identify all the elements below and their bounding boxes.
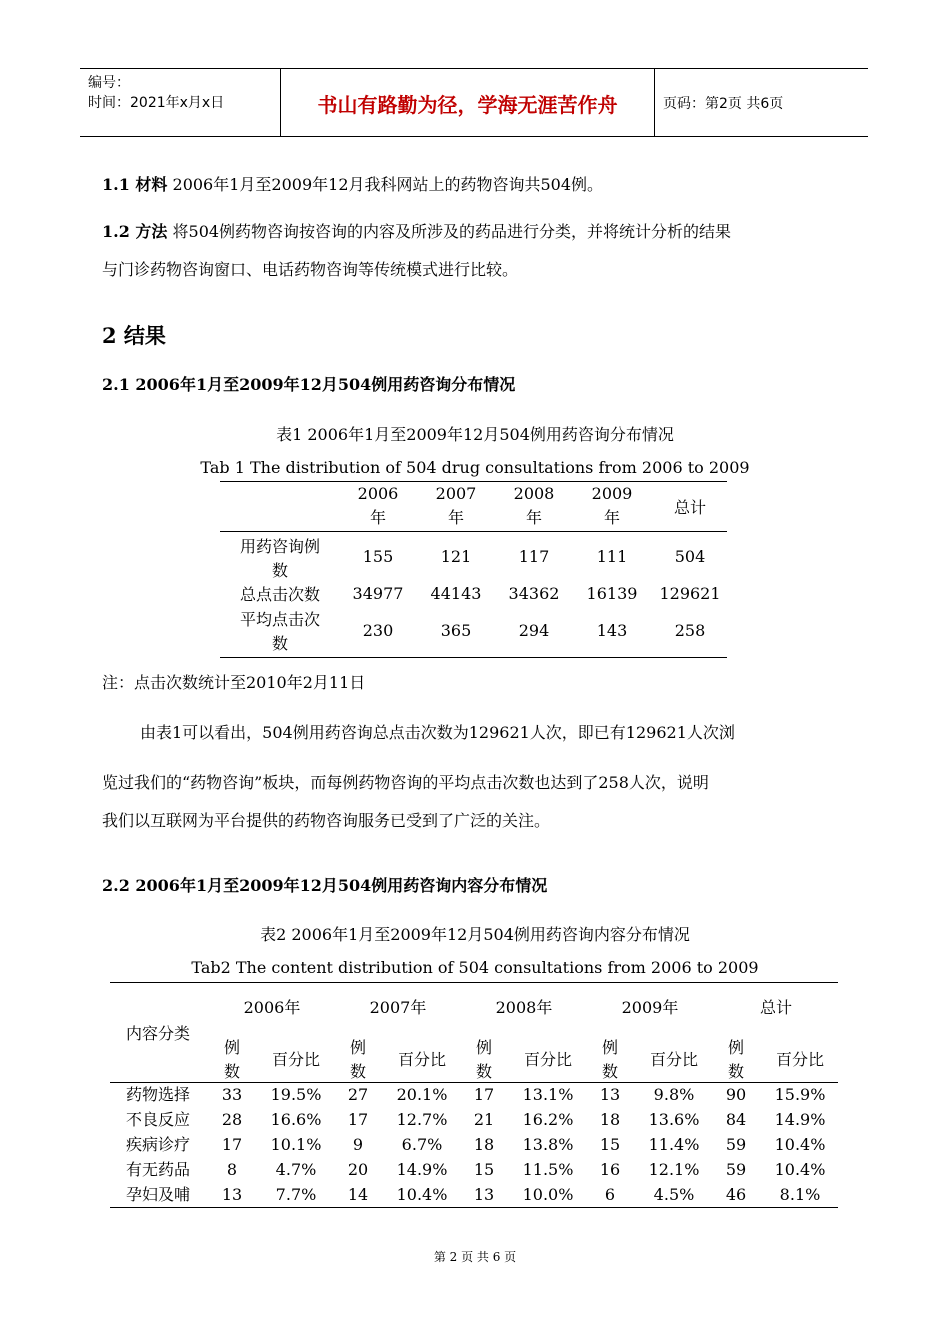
table2-cell: 6.7%	[401, 1135, 443, 1154]
table2-count-header: 例 数	[349, 1038, 366, 1081]
table2-cell: 6	[604, 1185, 616, 1204]
table2-cell: 28	[221, 1110, 243, 1129]
table2-year-header: 2006年	[243, 998, 301, 1017]
table2-cell: 4.7%	[275, 1160, 317, 1179]
table2-cell: 10.4%	[774, 1160, 826, 1179]
table2-cell: 15	[473, 1160, 495, 1179]
table2-caption-cn: 表2 2006年1月至2009年12月504例用药咨询内容分布情况	[260, 925, 690, 944]
table2-percent-header: 百分比	[271, 1050, 320, 1069]
table2-cell: 12.1%	[648, 1160, 700, 1179]
table2-cell: 14.9%	[396, 1160, 448, 1179]
table2-cell: 18	[599, 1110, 621, 1129]
table1-cell: 34977	[352, 584, 404, 603]
table2-cell: 8	[226, 1160, 238, 1179]
table2-row-category: 有无药品	[125, 1160, 190, 1179]
header-meta	[88, 73, 224, 113]
table2-cell: 59	[725, 1135, 747, 1154]
serial-label: 编号：	[88, 75, 130, 91]
table2-row-category: 孕妇及哺	[125, 1185, 190, 1204]
table2-cell: 46	[725, 1185, 747, 1204]
analysis-line-2: 览过我们的“药物咨询”板块，而每例药物咨询的平均点击次数也达到了258人次，说明	[102, 773, 709, 792]
header-page-label: 页码：第2页 共6页	[663, 96, 784, 112]
table2-count-header: 例 数	[727, 1038, 744, 1081]
table2-cell: 10.4%	[396, 1185, 448, 1204]
table2-cell: 9	[352, 1135, 364, 1154]
table2-cell: 13	[473, 1185, 495, 1204]
table2-top-rule	[110, 982, 838, 983]
table2-cell: 8.1%	[779, 1185, 821, 1204]
page-header	[80, 68, 868, 137]
table1-cell: 504	[674, 547, 706, 566]
table1-row-label: 总点击次数	[239, 585, 320, 604]
table2-cell: 16	[599, 1160, 621, 1179]
table2-year-header: 2007年	[369, 998, 427, 1017]
table2-cell: 7.7%	[275, 1185, 317, 1204]
table2-year-header: 2009年	[621, 998, 679, 1017]
table2-count-header: 例 数	[601, 1038, 618, 1081]
table2-percent-header: 百分比	[649, 1050, 698, 1069]
table2-cell: 13.6%	[648, 1110, 700, 1129]
table2-cell: 17	[347, 1110, 369, 1129]
table2-cell: 13.8%	[522, 1135, 574, 1154]
materials-label: 1.1 材料	[102, 175, 168, 194]
table1-cell: 121	[440, 547, 472, 566]
table2-cell: 15	[599, 1135, 621, 1154]
table1-cell: 34362	[508, 584, 560, 603]
table2-cell: 10.0%	[522, 1185, 574, 1204]
table1-cell: 294	[518, 621, 550, 640]
table2-cell: 13	[599, 1085, 621, 1104]
analysis-line-1: 由表1可以看出，504例用药咨询总点击次数为129621人次，即已有129621人次浏	[140, 723, 735, 742]
table2-row-category: 药物选择	[125, 1085, 190, 1104]
table1-cell: 143	[596, 621, 628, 640]
methods-label: 1.2 方法	[102, 222, 168, 241]
table2-cell: 18	[473, 1135, 495, 1154]
header-motto: 书山有路勤为径，学海无涯苦作舟	[317, 93, 618, 117]
table1-cell: 258	[674, 621, 706, 640]
table2-cell: 59	[725, 1160, 747, 1179]
materials-text: 2006年1月至2009年12月我科网站上的药物咨询共504例。	[172, 175, 604, 194]
methods-text: 将504例药物咨询按咨询的内容及所涉及的药品进行分类，并将统计分析的结果	[172, 222, 732, 241]
table2-cell: 21	[473, 1110, 495, 1129]
table1-cell: 155	[362, 547, 394, 566]
table2-category-header: 内容分类	[125, 1024, 190, 1043]
table1-caption-cn: 表1 2006年1月至2009年12月504例用药咨询分布情况	[276, 425, 674, 444]
analysis-line-3: 我们以互联网为平台提供的药物咨询服务已受到了广泛的关注。	[102, 811, 551, 830]
paragraph-materials	[102, 174, 603, 196]
table2-count-header: 例 数	[475, 1038, 492, 1081]
table1-header-cell: 2009 年	[591, 484, 633, 527]
table2-bottom-rule	[110, 1207, 838, 1208]
table1-cell: 44143	[430, 584, 482, 603]
header-divider	[654, 69, 655, 136]
table2-cell: 16.6%	[270, 1110, 322, 1129]
table1-cell: 365	[440, 621, 472, 640]
table1-row-label: 用药咨询例 数	[239, 537, 320, 580]
table2-caption-en: Tab2 The content distribution of 504 consultations from 2006 to 2009	[191, 958, 759, 977]
table2-cell: 84	[725, 1110, 747, 1129]
table2-cell: 10.1%	[270, 1135, 322, 1154]
table2-cell: 11.4%	[648, 1135, 700, 1154]
section-heading-results: 2 结果	[102, 323, 166, 348]
table2-cell: 14.9%	[774, 1110, 826, 1129]
table2-cell: 10.4%	[774, 1135, 826, 1154]
table1-header-cell: 总计	[673, 498, 706, 517]
table1-bottom-rule	[220, 657, 727, 658]
table2-row-category: 不良反应	[125, 1110, 190, 1129]
table2-count-header: 例 数	[223, 1038, 240, 1081]
table2-cell: 17	[221, 1135, 243, 1154]
table2-percent-header: 百分比	[523, 1050, 572, 1069]
time-label: 时间：2021年x月x日	[88, 95, 225, 111]
table2-cell: 13.1%	[522, 1085, 574, 1104]
table1-header-cell: 2006 年	[357, 484, 399, 527]
table2-cell: 13	[221, 1185, 243, 1204]
table2-row-category: 疾病诊疗	[125, 1135, 190, 1154]
table2-cell: 17	[473, 1085, 495, 1104]
table1-header-cell: 2007 年	[435, 484, 477, 527]
table1-cell: 117	[518, 547, 550, 566]
table2-cell: 9.8%	[653, 1085, 695, 1104]
table2-cell: 16.2%	[522, 1110, 574, 1129]
table2-year-header: 2008年	[495, 998, 553, 1017]
table2-cell: 90	[725, 1085, 747, 1104]
table1-header-cell: 2008 年	[513, 484, 555, 527]
table1-cell: 16139	[586, 584, 638, 603]
table2-cell: 20	[347, 1160, 369, 1179]
table1-caption-en: Tab 1 The distribution of 504 drug consultations from 2006 to 2009	[200, 458, 750, 477]
table2-cell: 27	[347, 1085, 369, 1104]
table1-header-rule	[220, 531, 727, 532]
table2-percent-header: 百分比	[775, 1050, 824, 1069]
table2-percent-header: 百分比	[397, 1050, 446, 1069]
table2-cell: 15.9%	[774, 1085, 826, 1104]
table2-cell: 4.5%	[653, 1185, 695, 1204]
table1-note: 注：点击次数统计至2010年2月11日	[102, 673, 366, 692]
table2-cell: 14	[347, 1185, 369, 1204]
table1-cell: 230	[362, 621, 394, 640]
table1-cell: 129621	[659, 584, 721, 603]
table2-cell: 33	[221, 1085, 243, 1104]
subheading-2-2: 2.2 2006年1月至2009年12月504例用药咨询内容分布情况	[102, 876, 548, 895]
table1-row-label: 平均点击次 数	[239, 610, 320, 653]
table2-cell: 19.5%	[270, 1085, 322, 1104]
table2-year-header: 总计	[759, 998, 792, 1017]
table2-cell: 12.7%	[396, 1110, 448, 1129]
page-footer: 第 2 页 共 6 页	[433, 1250, 517, 1264]
table1-cell: 111	[596, 547, 628, 566]
table2-cell: 11.5%	[522, 1160, 574, 1179]
table2-cell: 20.1%	[396, 1085, 448, 1104]
paragraph-methods-cont: 与门诊药物咨询窗口、电话药物咨询等传统模式进行比较。	[102, 260, 519, 279]
subheading-2-1: 2.1 2006年1月至2009年12月504例用药咨询分布情况	[102, 375, 516, 394]
paragraph-methods	[102, 221, 731, 243]
